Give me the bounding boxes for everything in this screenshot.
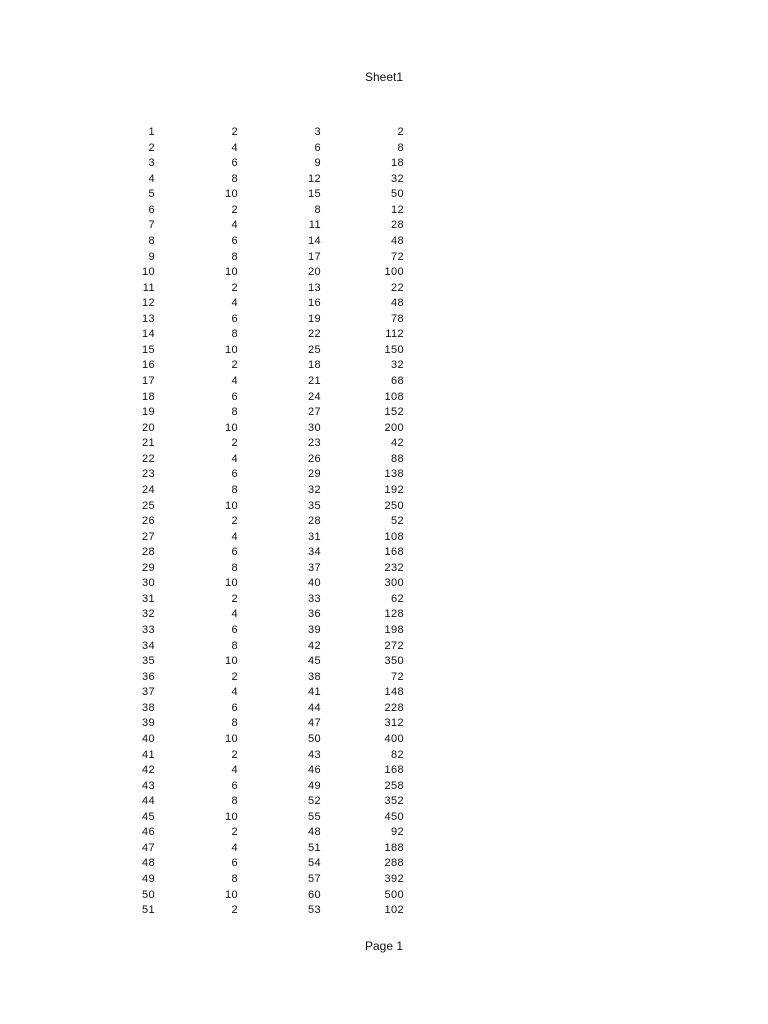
table-cell: 128 [384, 608, 404, 621]
table-cell: 272 [384, 639, 404, 652]
table-cell: 30 [307, 421, 321, 434]
table-cell: 192 [384, 483, 404, 496]
table-cell: 232 [384, 561, 404, 574]
table-cell: 2 [231, 203, 238, 216]
table-cell: 47 [307, 717, 321, 730]
table-row [100, 701, 404, 717]
table-cell: 42 [307, 639, 321, 652]
table-cell: 14 [307, 234, 321, 247]
table-cell: 24 [141, 483, 155, 496]
table-cell: 8 [231, 250, 238, 263]
table-cell: 4 [231, 375, 238, 387]
table-cell: 22 [307, 328, 321, 341]
table-cell: 28 [307, 515, 321, 528]
table-cell: 72 [390, 250, 404, 263]
table-cell: 8 [231, 406, 238, 419]
table-cell: 31 [141, 592, 155, 605]
table-cell: 10 [224, 810, 238, 823]
table-cell: 16 [307, 297, 321, 310]
table-row [100, 436, 404, 452]
table-cell: 9 [314, 157, 321, 170]
table-row [100, 872, 404, 888]
table-cell: 10 [224, 655, 238, 668]
table-cell: 45 [307, 655, 321, 668]
table-cell: 35 [141, 655, 155, 668]
table-cell: 38 [141, 701, 155, 714]
table-cell: 20 [141, 421, 155, 434]
table-cell: 10 [224, 499, 238, 512]
table-cell: 2 [231, 904, 238, 917]
table-row [100, 343, 404, 359]
table-row [100, 358, 404, 374]
table-cell: 82 [390, 748, 404, 761]
table-cell: 4 [231, 686, 238, 699]
table-cell: 33 [141, 624, 155, 636]
table-cell: 41 [307, 686, 321, 699]
table-cell: 50 [307, 732, 321, 745]
table-cell: 26 [307, 452, 321, 465]
table-row [100, 296, 404, 312]
table-cell: 108 [384, 390, 404, 403]
table-row [100, 514, 404, 530]
table-cell: 3 [314, 126, 321, 138]
table-cell: 55 [307, 810, 321, 823]
table-cell: 50 [390, 188, 404, 201]
table-cell: 6 [231, 234, 238, 247]
table-cell: 13 [141, 312, 155, 325]
table-row [100, 592, 404, 608]
table-cell: 11 [142, 281, 155, 294]
table-cell: 19 [307, 312, 321, 325]
table-cell: 12 [141, 297, 155, 310]
table-cell: 40 [141, 732, 155, 745]
table-cell: 17 [141, 375, 155, 387]
table-cell: 49 [141, 873, 155, 885]
table-cell: 6 [148, 203, 155, 216]
table-cell: 10 [224, 343, 238, 356]
table-cell: 48 [390, 234, 404, 247]
table-cell: 4 [231, 141, 238, 154]
table-row [100, 732, 404, 748]
table-cell: 28 [141, 546, 155, 559]
table-cell: 14 [141, 328, 155, 341]
table-cell: 2 [231, 437, 238, 450]
table-row [100, 856, 404, 872]
table-cell: 6 [231, 468, 238, 481]
table-cell: 4 [231, 530, 238, 543]
table-cell: 400 [384, 732, 404, 745]
table-cell: 5 [148, 188, 155, 201]
table-row [100, 234, 404, 250]
table-cell: 18 [390, 157, 404, 170]
table-row [100, 841, 404, 857]
table-row [100, 467, 404, 483]
table-cell: 10 [224, 188, 238, 201]
table-row [100, 763, 404, 779]
table-cell: 2 [231, 748, 238, 761]
table-row [100, 607, 404, 623]
table-cell: 2 [231, 126, 238, 138]
table-cell: 72 [390, 670, 404, 683]
table-cell: 27 [141, 530, 155, 543]
table-cell: 13 [307, 281, 321, 294]
table-cell: 32 [390, 172, 404, 185]
table-cell: 42 [390, 437, 404, 450]
table-row [100, 888, 404, 904]
table-cell: 42 [141, 764, 155, 777]
table-row [100, 670, 404, 686]
table-cell: 34 [307, 546, 321, 559]
table-row [100, 685, 404, 701]
table-cell: 38 [307, 670, 321, 683]
table-cell: 150 [384, 343, 404, 356]
table-cell: 300 [384, 577, 404, 590]
table-cell: 53 [307, 904, 321, 917]
table-cell: 258 [384, 779, 404, 792]
table-cell: 2 [148, 141, 155, 154]
table-cell: 4 [231, 764, 238, 777]
table-row [100, 576, 404, 592]
table-cell: 8 [231, 561, 238, 574]
table-cell: 10 [224, 732, 238, 745]
table-cell: 11 [308, 219, 321, 232]
table-cell: 188 [384, 841, 404, 854]
data-table [100, 125, 404, 919]
table-cell: 2 [231, 592, 238, 605]
table-row [100, 499, 404, 515]
table-row [100, 545, 404, 561]
table-cell: 200 [384, 421, 404, 434]
table-row [100, 903, 404, 919]
table-row [100, 250, 404, 266]
table-cell: 2 [231, 281, 238, 294]
table-row [100, 265, 404, 281]
table-cell: 8 [148, 234, 155, 247]
table-cell: 2 [231, 670, 238, 683]
table-cell: 10 [224, 266, 238, 279]
table-cell: 43 [307, 748, 321, 761]
table-row [100, 172, 404, 188]
table-row [100, 327, 404, 343]
table-cell: 9 [148, 250, 155, 263]
table-row [100, 561, 404, 577]
table-cell: 148 [384, 686, 404, 699]
table-cell: 350 [384, 655, 404, 668]
table-cell: 40 [307, 577, 321, 590]
table-cell: 54 [307, 857, 321, 870]
table-cell: 6 [231, 624, 238, 636]
table-cell: 198 [384, 624, 404, 636]
table-cell: 8 [231, 328, 238, 341]
table-row [100, 779, 404, 795]
table-cell: 168 [384, 764, 404, 777]
table-cell: 37 [307, 561, 321, 574]
table-cell: 43 [141, 779, 155, 792]
table-cell: 2 [231, 826, 238, 839]
table-cell: 26 [141, 515, 155, 528]
table-cell: 49 [307, 779, 321, 792]
table-cell: 39 [141, 717, 155, 730]
table-cell: 10 [141, 266, 155, 279]
table-cell: 6 [231, 701, 238, 714]
table-cell: 4 [148, 172, 155, 185]
table-row [100, 483, 404, 499]
table-cell: 10 [224, 577, 238, 590]
page-footer: Page 1 [364, 939, 404, 953]
table-row [100, 530, 404, 546]
table-cell: 8 [231, 483, 238, 496]
table-cell: 23 [141, 468, 155, 481]
table-cell: 15 [141, 343, 155, 356]
table-cell: 29 [141, 561, 155, 574]
table-cell: 8 [231, 639, 238, 652]
table-cell: 27 [307, 406, 321, 419]
table-cell: 2 [231, 359, 238, 372]
table-cell: 51 [307, 841, 321, 854]
table-cell: 25 [141, 499, 155, 512]
table-cell: 47 [141, 841, 155, 854]
table-cell: 8 [231, 795, 238, 808]
table-cell: 39 [307, 624, 321, 636]
table-row [100, 794, 404, 810]
table-cell: 32 [141, 608, 155, 621]
table-cell: 52 [307, 795, 321, 808]
table-cell: 312 [384, 717, 404, 730]
sheet-title: Sheet1 [364, 70, 404, 84]
table-cell: 50 [141, 888, 155, 901]
table-cell: 24 [307, 390, 321, 403]
table-row [100, 452, 404, 468]
table-cell: 31 [307, 530, 321, 543]
table-row [100, 810, 404, 826]
table-row [100, 390, 404, 406]
table-cell: 12 [307, 172, 321, 185]
table-row [100, 654, 404, 670]
table-cell: 112 [385, 328, 404, 341]
table-cell: 500 [384, 888, 404, 901]
table-cell: 7 [148, 219, 155, 232]
table-row [100, 312, 404, 328]
table-cell: 4 [231, 297, 238, 310]
table-cell: 4 [231, 608, 238, 621]
table-cell: 15 [307, 188, 321, 201]
table-cell: 60 [307, 888, 321, 901]
table-cell: 8 [314, 203, 321, 216]
table-cell: 138 [384, 468, 404, 481]
table-cell: 28 [390, 219, 404, 232]
table-row [100, 156, 404, 172]
table-cell: 48 [141, 857, 155, 870]
table-row [100, 405, 404, 421]
table-cell: 88 [390, 452, 404, 465]
table-cell: 17 [307, 250, 321, 263]
table-cell: 48 [307, 826, 321, 839]
table-cell: 44 [141, 795, 155, 808]
table-cell: 19 [141, 406, 155, 419]
table-cell: 21 [307, 375, 321, 387]
table-cell: 35 [307, 499, 321, 512]
table-cell: 6 [314, 141, 321, 154]
table-row [100, 125, 404, 141]
table-cell: 41 [141, 748, 155, 761]
table-row [100, 203, 404, 219]
table-cell: 34 [141, 639, 155, 652]
table-cell: 6 [231, 779, 238, 792]
table-cell: 100 [384, 266, 404, 279]
table-cell: 21 [141, 437, 155, 450]
table-cell: 392 [384, 873, 404, 885]
table-cell: 46 [141, 826, 155, 839]
table-cell: 20 [307, 266, 321, 279]
table-row [100, 218, 404, 234]
table-cell: 62 [390, 592, 404, 605]
table-cell: 102 [384, 904, 404, 917]
table-cell: 36 [141, 670, 155, 683]
table-cell: 92 [390, 826, 404, 839]
table-cell: 8 [231, 717, 238, 730]
table-cell: 250 [384, 499, 404, 512]
table-cell: 352 [384, 795, 404, 808]
table-cell: 6 [231, 390, 238, 403]
table-cell: 152 [384, 406, 404, 419]
table-row [100, 825, 404, 841]
table-cell: 29 [307, 468, 321, 481]
table-cell: 57 [307, 873, 321, 885]
table-cell: 22 [141, 452, 155, 465]
table-cell: 30 [141, 577, 155, 590]
table-cell: 108 [384, 530, 404, 543]
table-cell: 44 [307, 701, 321, 714]
table-cell: 32 [390, 359, 404, 372]
table-cell: 37 [141, 686, 155, 699]
table-cell: 2 [397, 126, 404, 138]
table-cell: 12 [390, 203, 404, 216]
table-cell: 68 [390, 375, 404, 387]
table-cell: 8 [397, 141, 404, 154]
table-cell: 6 [231, 857, 238, 870]
table-cell: 4 [231, 841, 238, 854]
table-row [100, 374, 404, 390]
table-cell: 4 [231, 452, 238, 465]
table-cell: 32 [307, 483, 321, 496]
table-row [100, 281, 404, 297]
table-cell: 25 [307, 343, 321, 356]
table-cell: 3 [148, 157, 155, 170]
table-row [100, 716, 404, 732]
table-cell: 10 [224, 888, 238, 901]
table-cell: 6 [231, 157, 238, 170]
table-cell: 23 [307, 437, 321, 450]
table-cell: 450 [384, 810, 404, 823]
table-cell: 6 [231, 312, 238, 325]
table-cell: 1 [148, 126, 155, 138]
table-cell: 33 [307, 592, 321, 605]
table-cell: 8 [231, 172, 238, 185]
table-row [100, 623, 404, 639]
table-row [100, 748, 404, 764]
table-cell: 168 [384, 546, 404, 559]
table-cell: 6 [231, 546, 238, 559]
table-cell: 8 [231, 873, 238, 885]
table-cell: 45 [141, 810, 155, 823]
table-cell: 2 [231, 515, 238, 528]
table-row [100, 639, 404, 655]
table-cell: 10 [224, 421, 238, 434]
table-cell: 288 [384, 857, 404, 870]
table-cell: 78 [390, 312, 404, 325]
table-row [100, 421, 404, 437]
table-cell: 4 [231, 219, 238, 232]
table-row [100, 187, 404, 203]
table-cell: 48 [390, 297, 404, 310]
table-cell: 18 [141, 390, 155, 403]
table-row [100, 141, 404, 157]
table-cell: 16 [141, 359, 155, 372]
table-cell: 52 [390, 515, 404, 528]
table-cell: 228 [384, 701, 404, 714]
table-cell: 18 [307, 359, 321, 372]
table-cell: 51 [141, 904, 155, 917]
table-body [100, 125, 404, 919]
table-cell: 46 [307, 764, 321, 777]
table-cell: 36 [307, 608, 321, 621]
table-cell: 22 [390, 281, 404, 294]
